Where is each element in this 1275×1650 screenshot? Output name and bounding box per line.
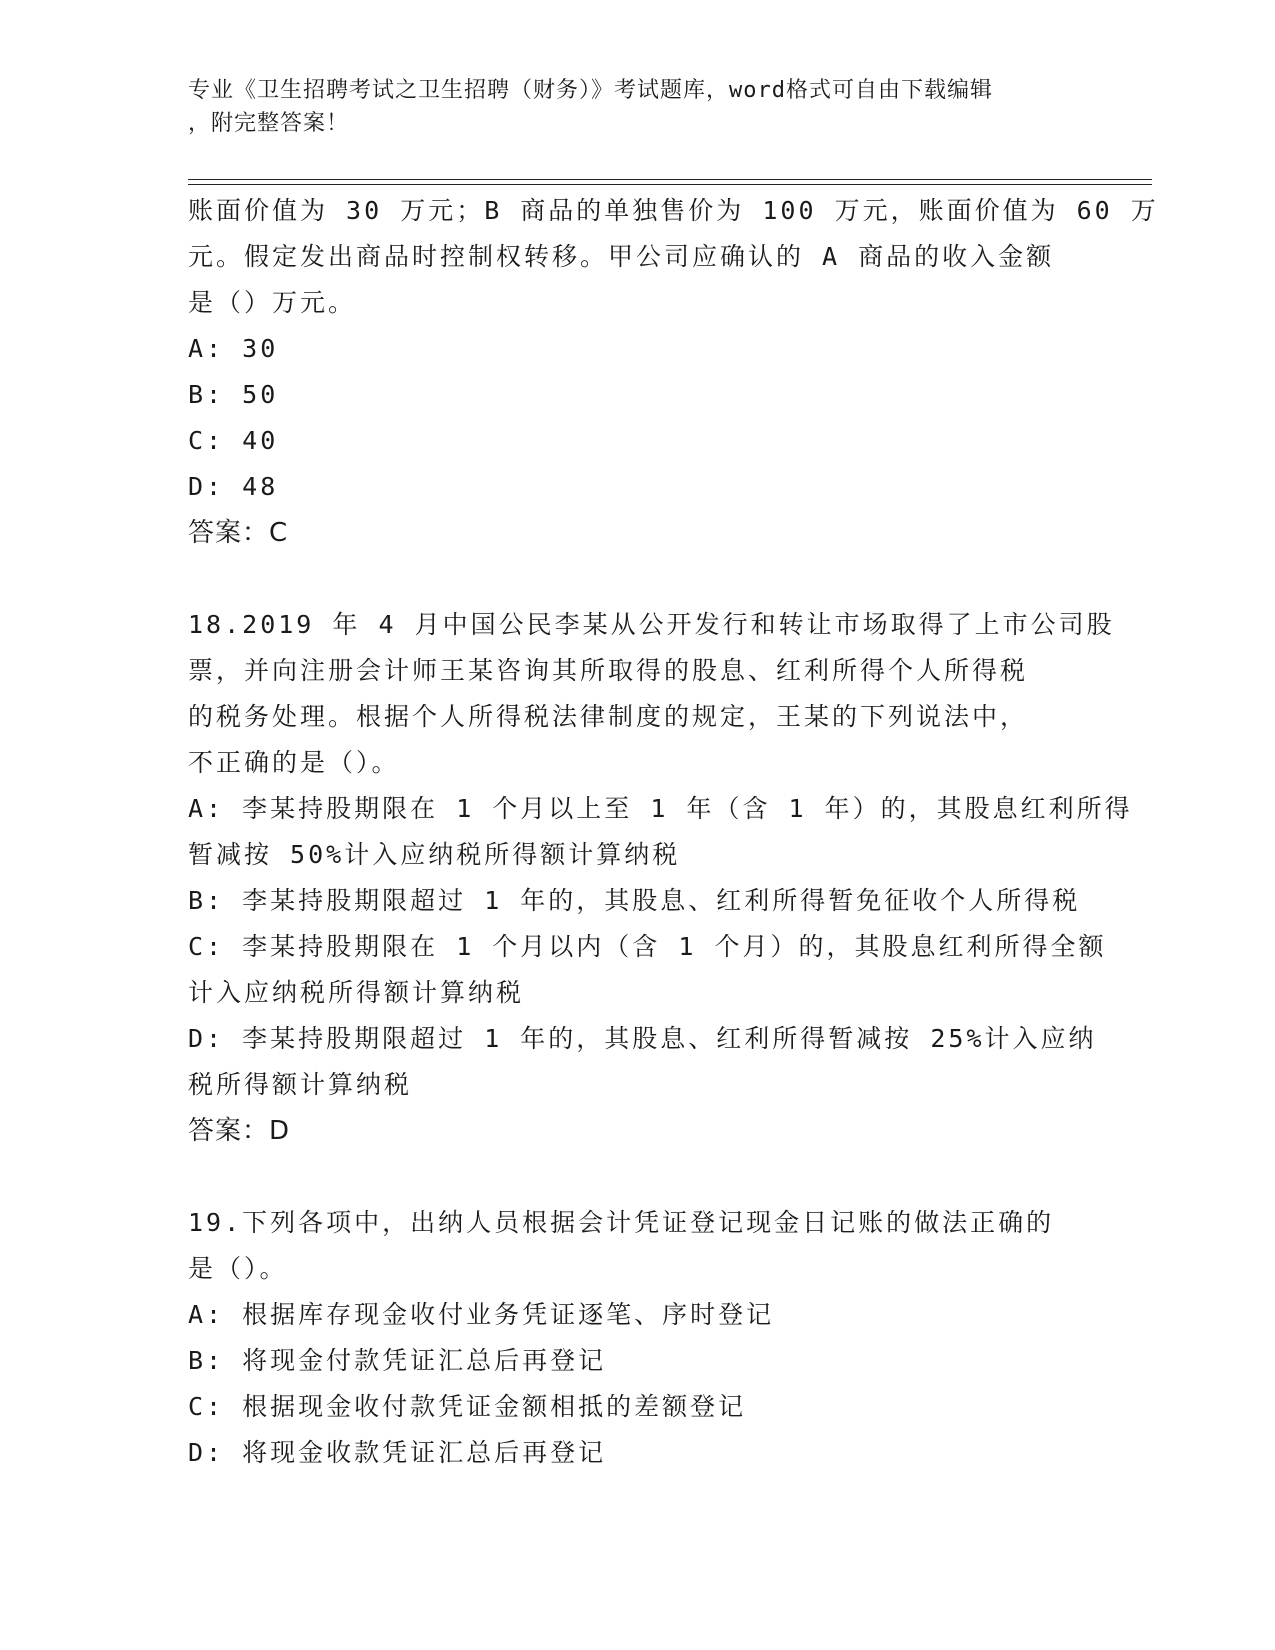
option-d: D: 48: [188, 472, 279, 501]
option-c-continued: 计入应纳税所得额计算纳税: [188, 978, 525, 1007]
answer-line: 答案：D: [188, 1116, 291, 1146]
option-c: C: 根据现金收付款凭证金额相抵的差额登记: [188, 1392, 747, 1421]
question-stem-line: 19.下列各项中，出纳人员根据会计凭证登记现金日记账的做法正确的: [188, 1208, 1055, 1237]
question-stem-line: 元。假定发出商品时控制权转移。甲公司应确认的 A 商品的收入金额: [188, 242, 1055, 271]
option-b: B: 50: [188, 380, 279, 409]
question-stem-line: 不正确的是（）。: [188, 748, 400, 777]
option-a: A: 30: [188, 334, 279, 363]
question-stem-line: 的税务处理。根据个人所得税法律制度的规定，王某的下列说法中，: [188, 702, 1029, 731]
question-17: [188, 188, 1159, 556]
spacer: [188, 556, 1088, 602]
header-divider-bottom: [188, 184, 1152, 185]
question-19: [188, 1200, 1088, 1476]
question-stem-line: 票，并向注册会计师王某咨询其所取得的股息、红利所得个人所得税: [188, 656, 1029, 685]
question-stem-line: 是（）万元。: [188, 288, 357, 317]
answer-line: 答案：C: [188, 518, 289, 548]
option-b: B: 李某持股期限超过 1 年的，其股息、红利所得暂免征收个人所得税: [188, 886, 1081, 915]
question-stem-line: 账面价值为 30 万元；B 商品的单独售价为 100 万元，账面价值为 60 万: [188, 196, 1159, 225]
question-stem-line: 18.2019 年 4 月中国公民李某从公开发行和转让市场取得了上市公司股: [188, 610, 1115, 639]
header-divider-top: [188, 179, 1152, 180]
question-18: [188, 602, 1133, 1154]
option-d: D: 李某持股期限超过 1 年的，其股息、红利所得暂减按 25%计入应纳: [188, 1024, 1097, 1053]
option-b: B: 将现金付款凭证汇总后再登记: [188, 1346, 607, 1375]
option-d-continued: 税所得额计算纳税: [188, 1070, 413, 1099]
question-content: [188, 188, 1159, 1476]
option-a: A: 根据库存现金收付业务凭证逐笔、序时登记: [188, 1300, 775, 1329]
question-stem-line: 是（）。: [188, 1254, 288, 1283]
header-line-2: ，附完整答案！: [188, 111, 350, 136]
option-c: C: 40: [188, 426, 279, 455]
header-line-1: 专业《卫生招聘考试之卫生招聘（财务）》考试题库，word格式可自由下载编辑: [188, 78, 993, 103]
option-a: A: 李某持股期限在 1 个月以上至 1 年（含 1 年）的，其股息红利所得: [188, 794, 1133, 823]
document-header: [188, 74, 1088, 140]
option-a-continued: 暂减按 50%计入应纳税所得额计算纳税: [188, 840, 681, 869]
option-c: C: 李某持股期限在 1 个月以内（含 1 个月）的，其股息红利所得全额: [188, 932, 1107, 961]
spacer: [188, 1154, 1088, 1200]
option-d: D: 将现金收款凭证汇总后再登记: [188, 1438, 607, 1467]
